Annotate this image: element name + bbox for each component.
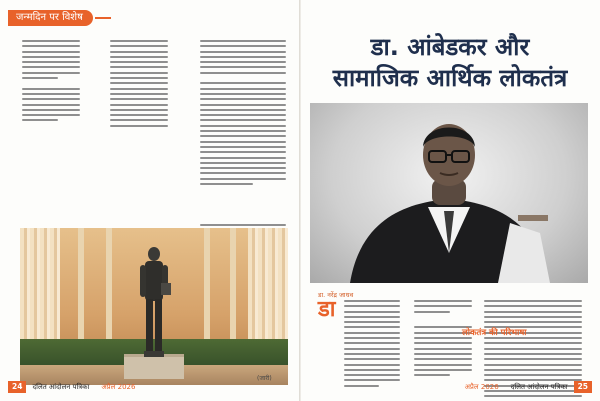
text-line xyxy=(484,395,582,397)
text-line xyxy=(110,114,168,116)
right-page-number: 25 xyxy=(574,381,592,393)
text-line xyxy=(200,151,286,153)
text-line xyxy=(200,72,286,74)
text-line xyxy=(200,146,286,148)
right-text-column-1 xyxy=(344,300,400,390)
text-line xyxy=(484,321,582,323)
text-line xyxy=(110,72,168,74)
text-line xyxy=(344,374,400,376)
text-line xyxy=(110,109,168,111)
text-line xyxy=(110,51,168,53)
text-line xyxy=(414,358,472,360)
text-line xyxy=(200,114,286,116)
text-line xyxy=(110,104,168,106)
left-text-column-1 xyxy=(22,40,80,125)
text-line xyxy=(414,374,450,376)
text-line xyxy=(484,358,582,360)
text-line xyxy=(22,72,80,74)
text-line xyxy=(200,167,286,169)
text-line xyxy=(344,364,400,366)
text-line xyxy=(200,40,286,42)
text-line xyxy=(414,311,450,313)
text-line xyxy=(344,358,400,360)
text-line xyxy=(344,379,400,381)
text-line xyxy=(484,369,582,371)
left-magazine-name: दलित आंदोलन पत्रिका xyxy=(32,383,90,391)
article-byline: डा. नरेंद्र जाधव xyxy=(318,291,354,299)
text-line xyxy=(110,45,168,47)
page-gutter xyxy=(299,0,301,401)
text-line xyxy=(200,45,286,47)
text-line xyxy=(200,66,286,68)
text-line xyxy=(414,364,472,366)
text-line xyxy=(200,135,286,137)
left-text-column-3 xyxy=(200,40,286,188)
text-line xyxy=(22,40,80,42)
portrait-figure xyxy=(310,103,588,283)
text-line xyxy=(344,337,400,339)
text-line xyxy=(344,369,400,371)
text-line xyxy=(22,88,80,90)
text-line xyxy=(200,183,253,185)
right-folio xyxy=(459,381,592,393)
text-line xyxy=(200,130,286,132)
text-line xyxy=(344,321,400,323)
text-line xyxy=(110,98,168,100)
text-line xyxy=(22,82,80,84)
text-line xyxy=(200,119,286,121)
text-line xyxy=(110,82,168,84)
text-line xyxy=(200,224,286,226)
text-line xyxy=(22,66,80,68)
text-line xyxy=(22,98,80,100)
text-line xyxy=(414,321,472,323)
text-line xyxy=(344,311,400,313)
text-line xyxy=(414,369,472,371)
article-headline xyxy=(318,32,582,94)
text-line xyxy=(110,77,168,79)
text-line xyxy=(110,125,168,127)
text-line xyxy=(344,332,400,334)
text-line xyxy=(110,61,168,63)
text-line xyxy=(484,342,582,344)
text-line xyxy=(200,104,286,106)
text-line xyxy=(110,88,168,90)
text-line xyxy=(200,51,286,53)
text-line xyxy=(200,125,286,127)
text-line xyxy=(344,326,400,328)
text-line xyxy=(344,353,400,355)
text-line xyxy=(200,157,286,159)
article-subhead: लोकतंत्र की परिभाषा xyxy=(462,328,527,338)
text-line xyxy=(344,305,400,307)
text-line xyxy=(200,88,286,90)
text-line xyxy=(414,342,472,344)
text-line xyxy=(484,300,582,302)
statue-pedestal xyxy=(124,354,184,379)
text-line xyxy=(22,77,58,79)
text-line xyxy=(344,385,379,387)
text-line xyxy=(484,316,582,318)
right-issue: अप्रैल 2026 xyxy=(464,383,499,391)
text-line xyxy=(22,104,80,106)
statue-figure xyxy=(134,245,174,357)
text-line xyxy=(22,61,80,63)
headline-line-1: डा. आंबेडकर और xyxy=(370,33,530,61)
text-line xyxy=(484,374,582,376)
text-line xyxy=(22,119,58,121)
text-line xyxy=(414,353,472,355)
text-line xyxy=(344,348,400,350)
left-page-number: 24 xyxy=(8,381,26,393)
text-line xyxy=(344,300,400,302)
text-line xyxy=(200,98,286,100)
text-line xyxy=(484,364,582,366)
text-line xyxy=(22,51,80,53)
text-line xyxy=(22,109,80,111)
text-line xyxy=(200,178,286,180)
text-line xyxy=(414,300,472,302)
text-line xyxy=(200,109,286,111)
right-magazine-name: दलित आंदोलन पत्रिका xyxy=(510,383,568,391)
left-issue: अप्रैल 2026 xyxy=(101,383,136,391)
ambedkar-portrait-photo xyxy=(310,103,588,283)
text-line xyxy=(22,114,80,116)
text-line xyxy=(200,82,286,84)
text-line xyxy=(484,353,582,355)
text-line xyxy=(22,56,80,58)
text-line xyxy=(110,66,168,68)
left-text-column-2 xyxy=(110,40,168,130)
right-text-column-2 xyxy=(414,300,472,379)
text-line xyxy=(200,172,286,174)
text-line xyxy=(344,316,400,318)
text-line xyxy=(22,45,80,47)
text-line xyxy=(110,119,168,121)
text-line xyxy=(200,93,286,95)
text-line xyxy=(200,56,286,58)
drop-cap: डा xyxy=(318,297,336,322)
headline-line-2: सामाजिक आर्थिक लोकतंत्र xyxy=(332,64,568,92)
text-line xyxy=(22,93,80,95)
statue-photo xyxy=(20,228,288,385)
text-line xyxy=(414,316,472,318)
text-line xyxy=(200,141,286,143)
text-line xyxy=(110,56,168,58)
section-tag: जन्मदिन पर विशेष xyxy=(8,10,93,26)
text-line xyxy=(110,40,168,42)
text-line xyxy=(484,348,582,350)
text-line xyxy=(484,311,582,313)
text-line xyxy=(344,342,400,344)
text-line xyxy=(200,77,286,79)
text-line xyxy=(484,305,582,307)
left-folio xyxy=(8,381,141,393)
text-line xyxy=(200,162,286,164)
text-line xyxy=(414,348,472,350)
text-line xyxy=(110,93,168,95)
continued-note: (जारी) xyxy=(257,375,272,382)
text-line xyxy=(200,61,286,63)
text-line xyxy=(414,305,472,307)
